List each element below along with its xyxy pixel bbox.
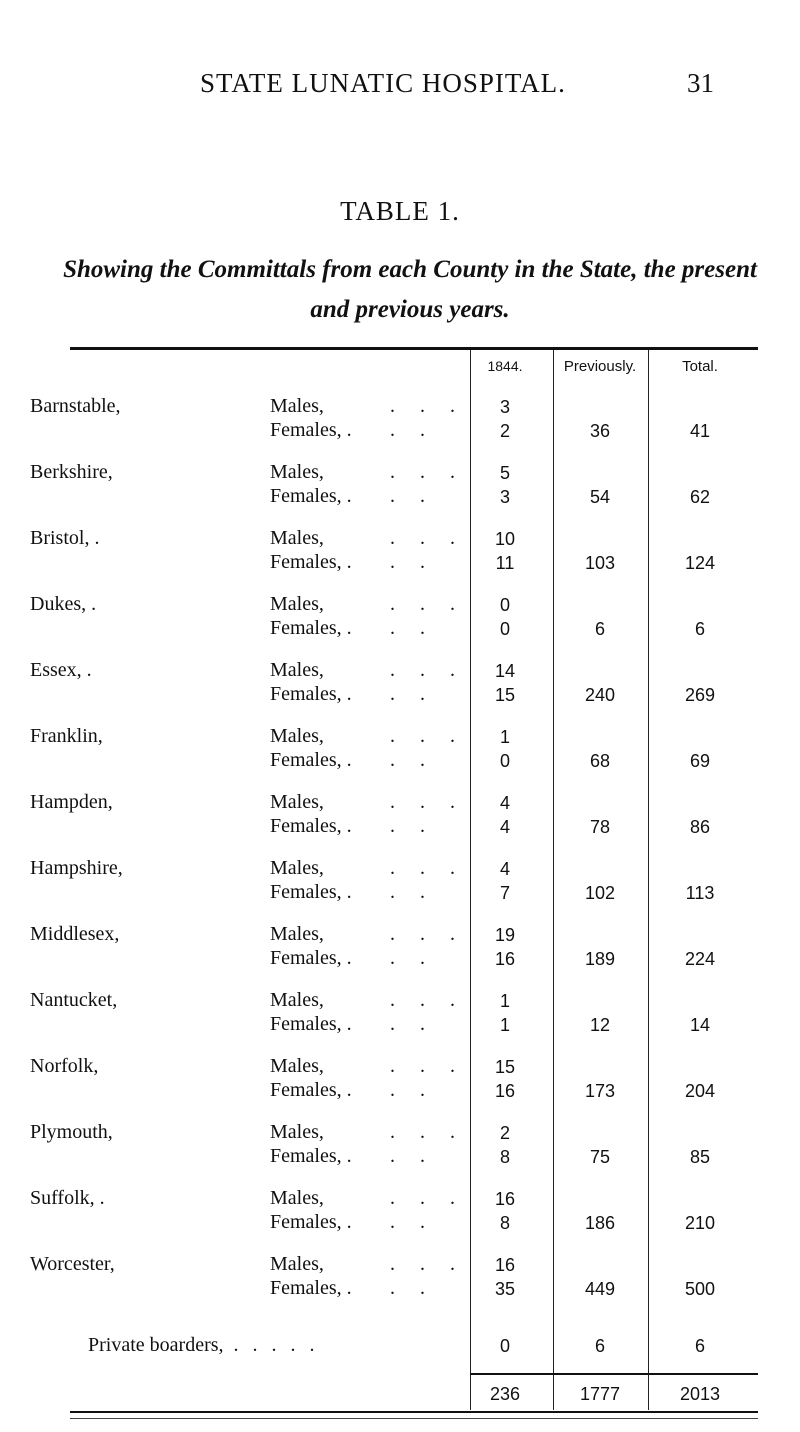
females-label: Females, . . .	[270, 617, 435, 639]
total-count: 86	[689, 817, 711, 837]
county-name: Middlesex,	[30, 923, 120, 945]
males-label: Males, . . .	[270, 989, 465, 1011]
grand-total-total: 2013	[679, 1384, 721, 1404]
county-name: Berkshire,	[30, 461, 113, 483]
females-1844: 15	[494, 685, 516, 705]
total-count: 62	[689, 487, 711, 507]
column-header-1844: 1844.	[487, 358, 523, 374]
top-rule	[70, 347, 758, 350]
total-count: 204	[684, 1081, 716, 1101]
previously-count: 189	[584, 949, 616, 969]
females-label-text: Females, .	[270, 749, 352, 771]
grand-total-previously: 1777	[579, 1384, 621, 1404]
females-label-text: Females, .	[270, 683, 352, 705]
males-1844: 3	[499, 397, 510, 417]
females-label-text: Females, .	[270, 1277, 352, 1299]
males-label-text: Males,	[270, 593, 324, 615]
table-title: TABLE 1.	[340, 196, 460, 226]
females-label-text: Females, .	[270, 815, 352, 837]
totals-rule	[470, 1373, 758, 1375]
males-1844: 16	[494, 1189, 516, 1209]
females-1844: 8	[499, 1213, 510, 1233]
females-label-text: Females, .	[270, 1211, 352, 1233]
previously-count: 240	[584, 685, 616, 705]
previously-count: 186	[584, 1213, 616, 1233]
males-1844: 10	[494, 529, 516, 549]
previously-count: 173	[584, 1081, 616, 1101]
males-1844: 14	[494, 661, 516, 681]
males-1844: 16	[494, 1255, 516, 1275]
previously-count: 36	[589, 421, 611, 441]
column-header-total: Total.	[682, 358, 718, 375]
total-count: 69	[689, 751, 711, 771]
running-head	[0, 68, 800, 108]
private-boarders-total: 6	[694, 1336, 705, 1356]
males-label: Males, . . .	[270, 1121, 465, 1143]
females-1844: 0	[499, 619, 510, 639]
females-1844: 1	[499, 1015, 510, 1035]
previously-count: 75	[589, 1147, 611, 1167]
county-name: Hampshire,	[30, 857, 123, 879]
females-1844: 11	[495, 553, 515, 573]
females-label: Females, . . .	[270, 1145, 435, 1167]
males-label: Males, . . .	[270, 593, 465, 615]
males-1844: 4	[499, 793, 510, 813]
previously-count: 54	[589, 487, 611, 507]
females-label: Females, . . .	[270, 815, 435, 837]
column-divider	[553, 350, 554, 1410]
total-count: 210	[684, 1213, 716, 1233]
previously-count: 449	[584, 1279, 616, 1299]
column-divider	[648, 350, 649, 1410]
females-label-text: Females, .	[270, 1013, 352, 1035]
males-1844: 1	[499, 727, 510, 747]
county-name: Norfolk,	[30, 1055, 99, 1077]
county-name: Bristol, .	[30, 527, 100, 549]
previously-count: 103	[584, 553, 616, 573]
total-count: 6	[694, 619, 705, 639]
females-1844: 3	[499, 487, 510, 507]
males-label: Males, . . .	[270, 395, 465, 417]
females-1844: 16	[494, 1081, 516, 1101]
females-label: Females, . . .	[270, 1277, 435, 1299]
males-label: Males, . . .	[270, 659, 465, 681]
males-label: Males, . . .	[270, 791, 465, 813]
county-name: Worcester,	[30, 1253, 115, 1275]
males-1844: 4	[499, 859, 510, 879]
males-1844: 15	[494, 1057, 516, 1077]
females-label: Females, . . .	[270, 485, 435, 507]
county-name: Suffolk, .	[30, 1187, 105, 1209]
females-label-text: Females, .	[270, 551, 352, 573]
private-boarders-row: Private boarders, .....	[88, 1334, 329, 1356]
bottom-rule-thin	[70, 1418, 758, 1419]
males-label-text: Males,	[270, 527, 324, 549]
females-label: Females, . . .	[270, 1013, 435, 1035]
females-label-text: Females, .	[270, 947, 352, 969]
males-1844: 5	[499, 463, 510, 483]
running-title: STATE LUNATIC HOSPITAL.	[200, 68, 566, 98]
females-label: Females, . . .	[270, 419, 435, 441]
females-1844: 16	[494, 949, 516, 969]
bottom-rule	[70, 1411, 758, 1413]
females-label: Females, . . .	[270, 683, 435, 705]
private-boarders-previously: 6	[594, 1336, 605, 1356]
county-name: Franklin,	[30, 725, 103, 747]
females-label-text: Females, .	[270, 617, 352, 639]
females-1844: 7	[499, 883, 510, 903]
county-name: Barnstable,	[30, 395, 121, 417]
table-caption: Showing the Committals from each County in the State, the present and previous years.	[63, 256, 757, 323]
females-label-text: Females, .	[270, 485, 352, 507]
total-count: 41	[689, 421, 711, 441]
males-1844: 0	[499, 595, 510, 615]
private-boarders-1844: 0	[499, 1336, 510, 1356]
males-label: Males, . . .	[270, 923, 465, 945]
females-label: Females, . . .	[270, 1211, 435, 1233]
males-label-text: Males,	[270, 461, 324, 483]
private-boarders-label: Private boarders,	[88, 1334, 224, 1356]
total-count: 500	[684, 1279, 716, 1299]
previously-count: 68	[589, 751, 611, 771]
males-label-text: Males,	[270, 791, 324, 813]
males-label-text: Males,	[270, 1055, 324, 1077]
males-label-text: Males,	[270, 1187, 324, 1209]
total-count: 124	[684, 553, 716, 573]
males-label-text: Males,	[270, 989, 324, 1011]
females-1844: 2	[499, 421, 510, 441]
males-1844: 19	[494, 925, 516, 945]
males-label: Males, . . .	[270, 1187, 465, 1209]
females-1844: 35	[494, 1279, 516, 1299]
county-name: Hampden,	[30, 791, 113, 813]
total-count: 85	[689, 1147, 711, 1167]
females-label: Females, . . .	[270, 749, 435, 771]
females-label-text: Females, .	[270, 1079, 352, 1101]
county-name: Plymouth,	[30, 1121, 113, 1143]
males-label: Males, . . .	[270, 527, 465, 549]
total-count: 224	[684, 949, 716, 969]
county-name: Nantucket,	[30, 989, 118, 1011]
previously-count: 12	[589, 1015, 611, 1035]
females-label-text: Females, .	[270, 881, 352, 903]
page-number: 31	[687, 68, 714, 98]
column-divider	[470, 350, 471, 1410]
males-label-text: Males,	[270, 1253, 324, 1275]
females-1844: 4	[499, 817, 510, 837]
females-label-text: Females, .	[270, 1145, 352, 1167]
males-label: Males, . . .	[270, 725, 465, 747]
males-label-text: Males,	[270, 725, 324, 747]
females-1844: 0	[499, 751, 510, 771]
females-1844: 8	[499, 1147, 510, 1167]
males-1844: 2	[499, 1123, 510, 1143]
males-label: Males, . . .	[270, 461, 465, 483]
males-label: Males, . . .	[270, 1055, 465, 1077]
males-label: Males, . . .	[270, 1253, 465, 1275]
females-label: Females, . . .	[270, 1079, 435, 1101]
previously-count: 78	[589, 817, 611, 837]
males-label-text: Males,	[270, 659, 324, 681]
males-label-text: Males,	[270, 923, 324, 945]
total-count: 14	[689, 1015, 711, 1035]
county-name: Essex, .	[30, 659, 92, 681]
females-label: Females, . . .	[270, 551, 435, 573]
grand-total-1844: 236	[489, 1384, 521, 1404]
total-count: 113	[685, 883, 715, 903]
females-label: Females, . . .	[270, 947, 435, 969]
females-label: Females, . . .	[270, 881, 435, 903]
column-header-previously: Previously.	[563, 358, 637, 375]
males-label-text: Males,	[270, 1121, 324, 1143]
males-label-text: Males,	[270, 857, 324, 879]
females-label-text: Females, .	[270, 419, 352, 441]
previously-count: 102	[584, 883, 616, 903]
county-name: Dukes, .	[30, 593, 97, 615]
previously-count: 6	[594, 619, 605, 639]
males-label: Males, . . .	[270, 857, 465, 879]
males-label-text: Males,	[270, 395, 324, 417]
total-count: 269	[684, 685, 716, 705]
males-1844: 1	[499, 991, 510, 1011]
